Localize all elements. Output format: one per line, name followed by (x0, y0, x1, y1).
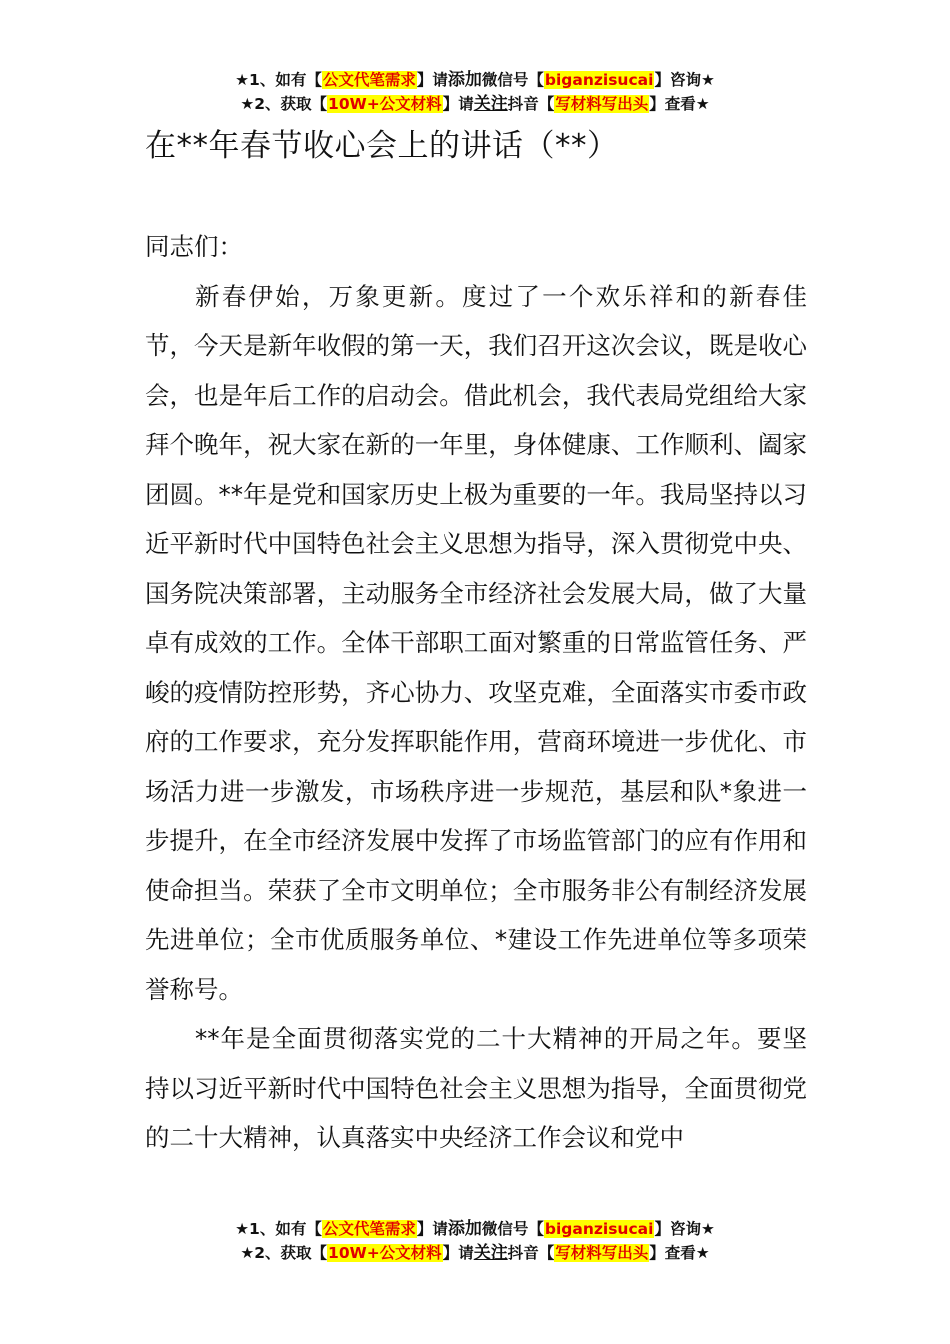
highlight-materials: 10W+公文材料 (328, 95, 442, 113)
highlight-douyin-account: 写材料写出头 (555, 1244, 649, 1262)
salutation: 同志们： (145, 232, 243, 261)
banner-text: 添加 (447, 1219, 482, 1239)
banner-text: 抖音【 (507, 95, 555, 113)
banner-text: ★1、如有【 (235, 71, 322, 89)
banner-text: 】查看★ (649, 95, 710, 113)
banner-text: 微信号【 (481, 1220, 544, 1238)
banner-text: 】请 (416, 71, 448, 89)
banner-text: 添加 (447, 70, 482, 90)
banner-line-1 (0, 68, 950, 92)
highlight-wechat-id: biganzisucai (544, 1220, 654, 1238)
highlight-douyin-account: 写材料写出头 (555, 95, 649, 113)
banner-line-1 (0, 1217, 950, 1241)
document-title: 在**年春节收心会上的讲话（**） (145, 128, 619, 164)
banner-text: 关注 (473, 1243, 508, 1263)
banner-text: 】请 (442, 95, 474, 113)
banner-text: 微信号【 (481, 71, 544, 89)
banner-text: 】查看★ (649, 1244, 710, 1262)
highlight-wechat-id: biganzisucai (544, 71, 654, 89)
banner-text: 】请 (442, 1244, 474, 1262)
banner-text: 】请 (416, 1220, 448, 1238)
header-banner (0, 68, 950, 116)
highlight-service: 公文代笔需求 (322, 1220, 416, 1238)
banner-text: ★1、如有【 (235, 1220, 322, 1238)
paragraph: 新春伊始，万象更新。度过了一个欢乐祥和的新春佳节，今天是新年收假的第一天，我们召开这次会议，既是收心会，也是年后工作的启动会。借此机会，我代表局党组给大家拜个晚年，祝大家在新的一年里，身体健康、工作顺利、阖家团圆。**年是党和国家历史上极为重要的一年。我局坚持以习近平新时代中国特色社会主义思想为指导，深入贯彻党中央、国务院决策部署，主动服务全市经济社会发展大局，做了大量卓有成效的工作。全体干部职工面对繁重的日常监管任务、严峻的疫情防控形势，齐心协力、攻坚克难，全面落实市委市政府的工作要求，充分发挥职能作用，营商环境进一步优化、市场活力进一步激发，市场秩序进一步规范，基层和队*象进一步提升，在全市经济发展中发挥了市场监管部门的应有作用和使命担当。荣获了全市文明单位；全市服务非公有制经济发展先进单位；全市优质服务单位、*建设工作先进单位等多项荣誉称号。 (145, 281, 807, 1004)
banner-text: 】咨询★ (654, 1220, 715, 1238)
footer-banner (0, 1217, 950, 1265)
banner-text: ★2、获取【 (240, 95, 328, 113)
document-body (145, 222, 807, 1163)
highlight-service: 公文代笔需求 (322, 71, 416, 89)
banner-text: 关注 (473, 94, 508, 114)
highlight-materials: 10W+公文材料 (328, 1244, 442, 1262)
banner-text: ★2、获取【 (240, 1244, 328, 1262)
paragraph: **年是全面贯彻落实党的二十大精神的开局之年。要坚持以习近平新时代中国特色社会主义思想为指导，全面贯彻党的二十大精神，认真落实中央经济工作会议和党中 (145, 1024, 807, 1152)
banner-text: 】咨询★ (654, 71, 715, 89)
banner-line-2 (0, 1241, 950, 1265)
banner-line-2 (0, 92, 950, 116)
banner-text: 抖音【 (507, 1244, 555, 1262)
